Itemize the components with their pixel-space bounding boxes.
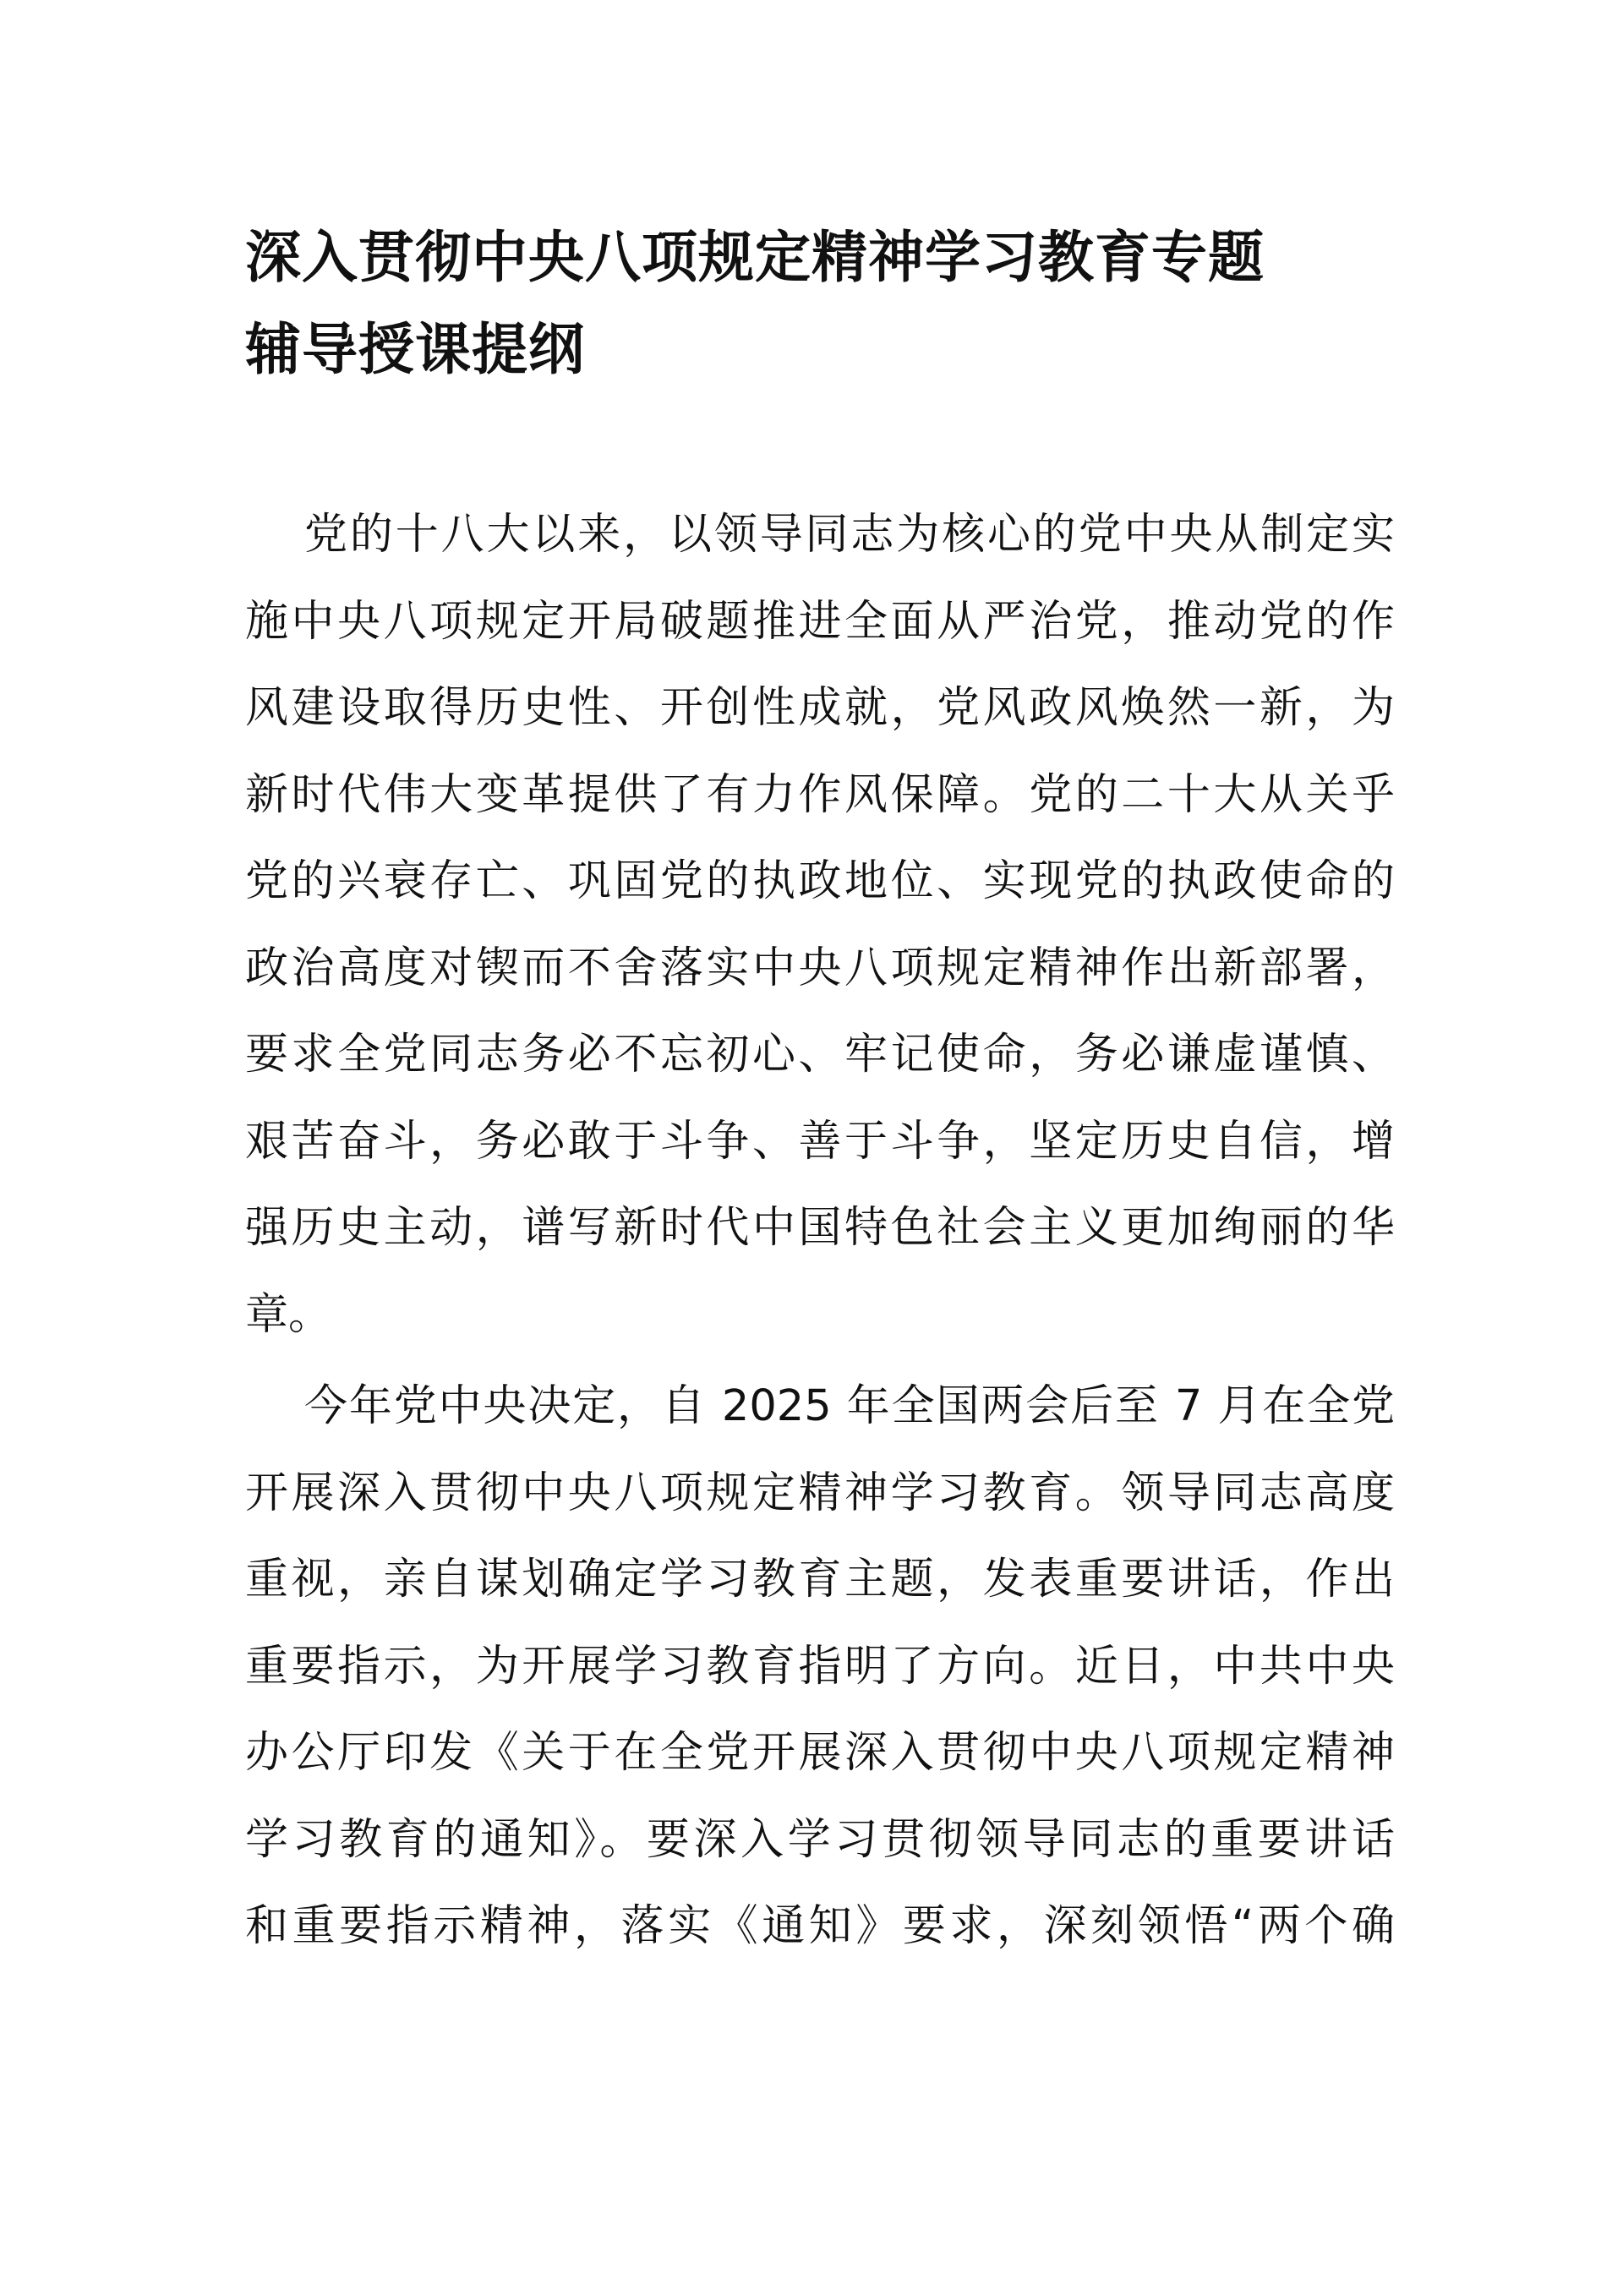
document-title — [245, 211, 1395, 396]
paragraph-line: 强历史主动，谱写新时代中国特色社会主义更加绚丽的华 — [245, 1203, 1395, 1253]
paragraph-line: 重要指示，为开展学习教育指明了方向。近日，中共中央 — [245, 1641, 1395, 1692]
paragraph-line: 风建设取得历史性、开创性成就，党风政风焕然一新，为 — [245, 683, 1395, 733]
paragraph-line: 章。 — [245, 1289, 332, 1340]
paragraph-line: 要求全党同志务必不忘初心、牢记使命，务必谦虚谨慎、 — [245, 1030, 1395, 1080]
title-line: 辅导授课提纲 — [245, 317, 585, 382]
body-paragraph-2 — [245, 1364, 1395, 1971]
paragraph-line: 和重要指示精神，落实《通知》要求，深刻领悟“两个确 — [245, 1901, 1395, 1951]
paragraph-line: 政治高度对锲而不舍落实中央八项规定精神作出新部署， — [245, 943, 1395, 993]
paragraph-line: 党的十八大以来，以领导同志为核心的党中央从制定实 — [304, 510, 1395, 560]
paragraph-line: 施中央八项规定开局破题推进全面从严治党，推动党的作 — [245, 596, 1395, 647]
paragraph-line: 重视，亲自谋划确定学习教育主题，发表重要讲话，作出 — [245, 1555, 1395, 1604]
paragraph-line: 学习教育的通知》。要深入学习贯彻领导同志的重要讲话 — [245, 1814, 1395, 1865]
paragraph-line: 开展深入贯彻中央八项规定精神学习教育。领导同志高度 — [245, 1468, 1395, 1518]
paragraph-line: 新时代伟大变革提供了有力作风保障。党的二十大从关乎 — [245, 769, 1395, 820]
paragraph-line: 今年党中央决定，自 2025 年全国两会后至 7 月在全党 — [304, 1381, 1395, 1431]
paragraph-line: 办公厅印发《关于在全党开展深入贯彻中央八项规定精神 — [245, 1728, 1395, 1778]
paragraph-line: 党的兴衰存亡、巩固党的执政地位、实现党的执政使命的 — [245, 856, 1395, 906]
body-paragraph-1 — [245, 492, 1395, 1358]
paragraph-line: 艰苦奋斗，务必敢于斗争、善于斗争，坚定历史自信，增 — [245, 1116, 1395, 1167]
title-line: 深入贯彻中央八项规定精神学习教育专题 — [245, 225, 1265, 290]
